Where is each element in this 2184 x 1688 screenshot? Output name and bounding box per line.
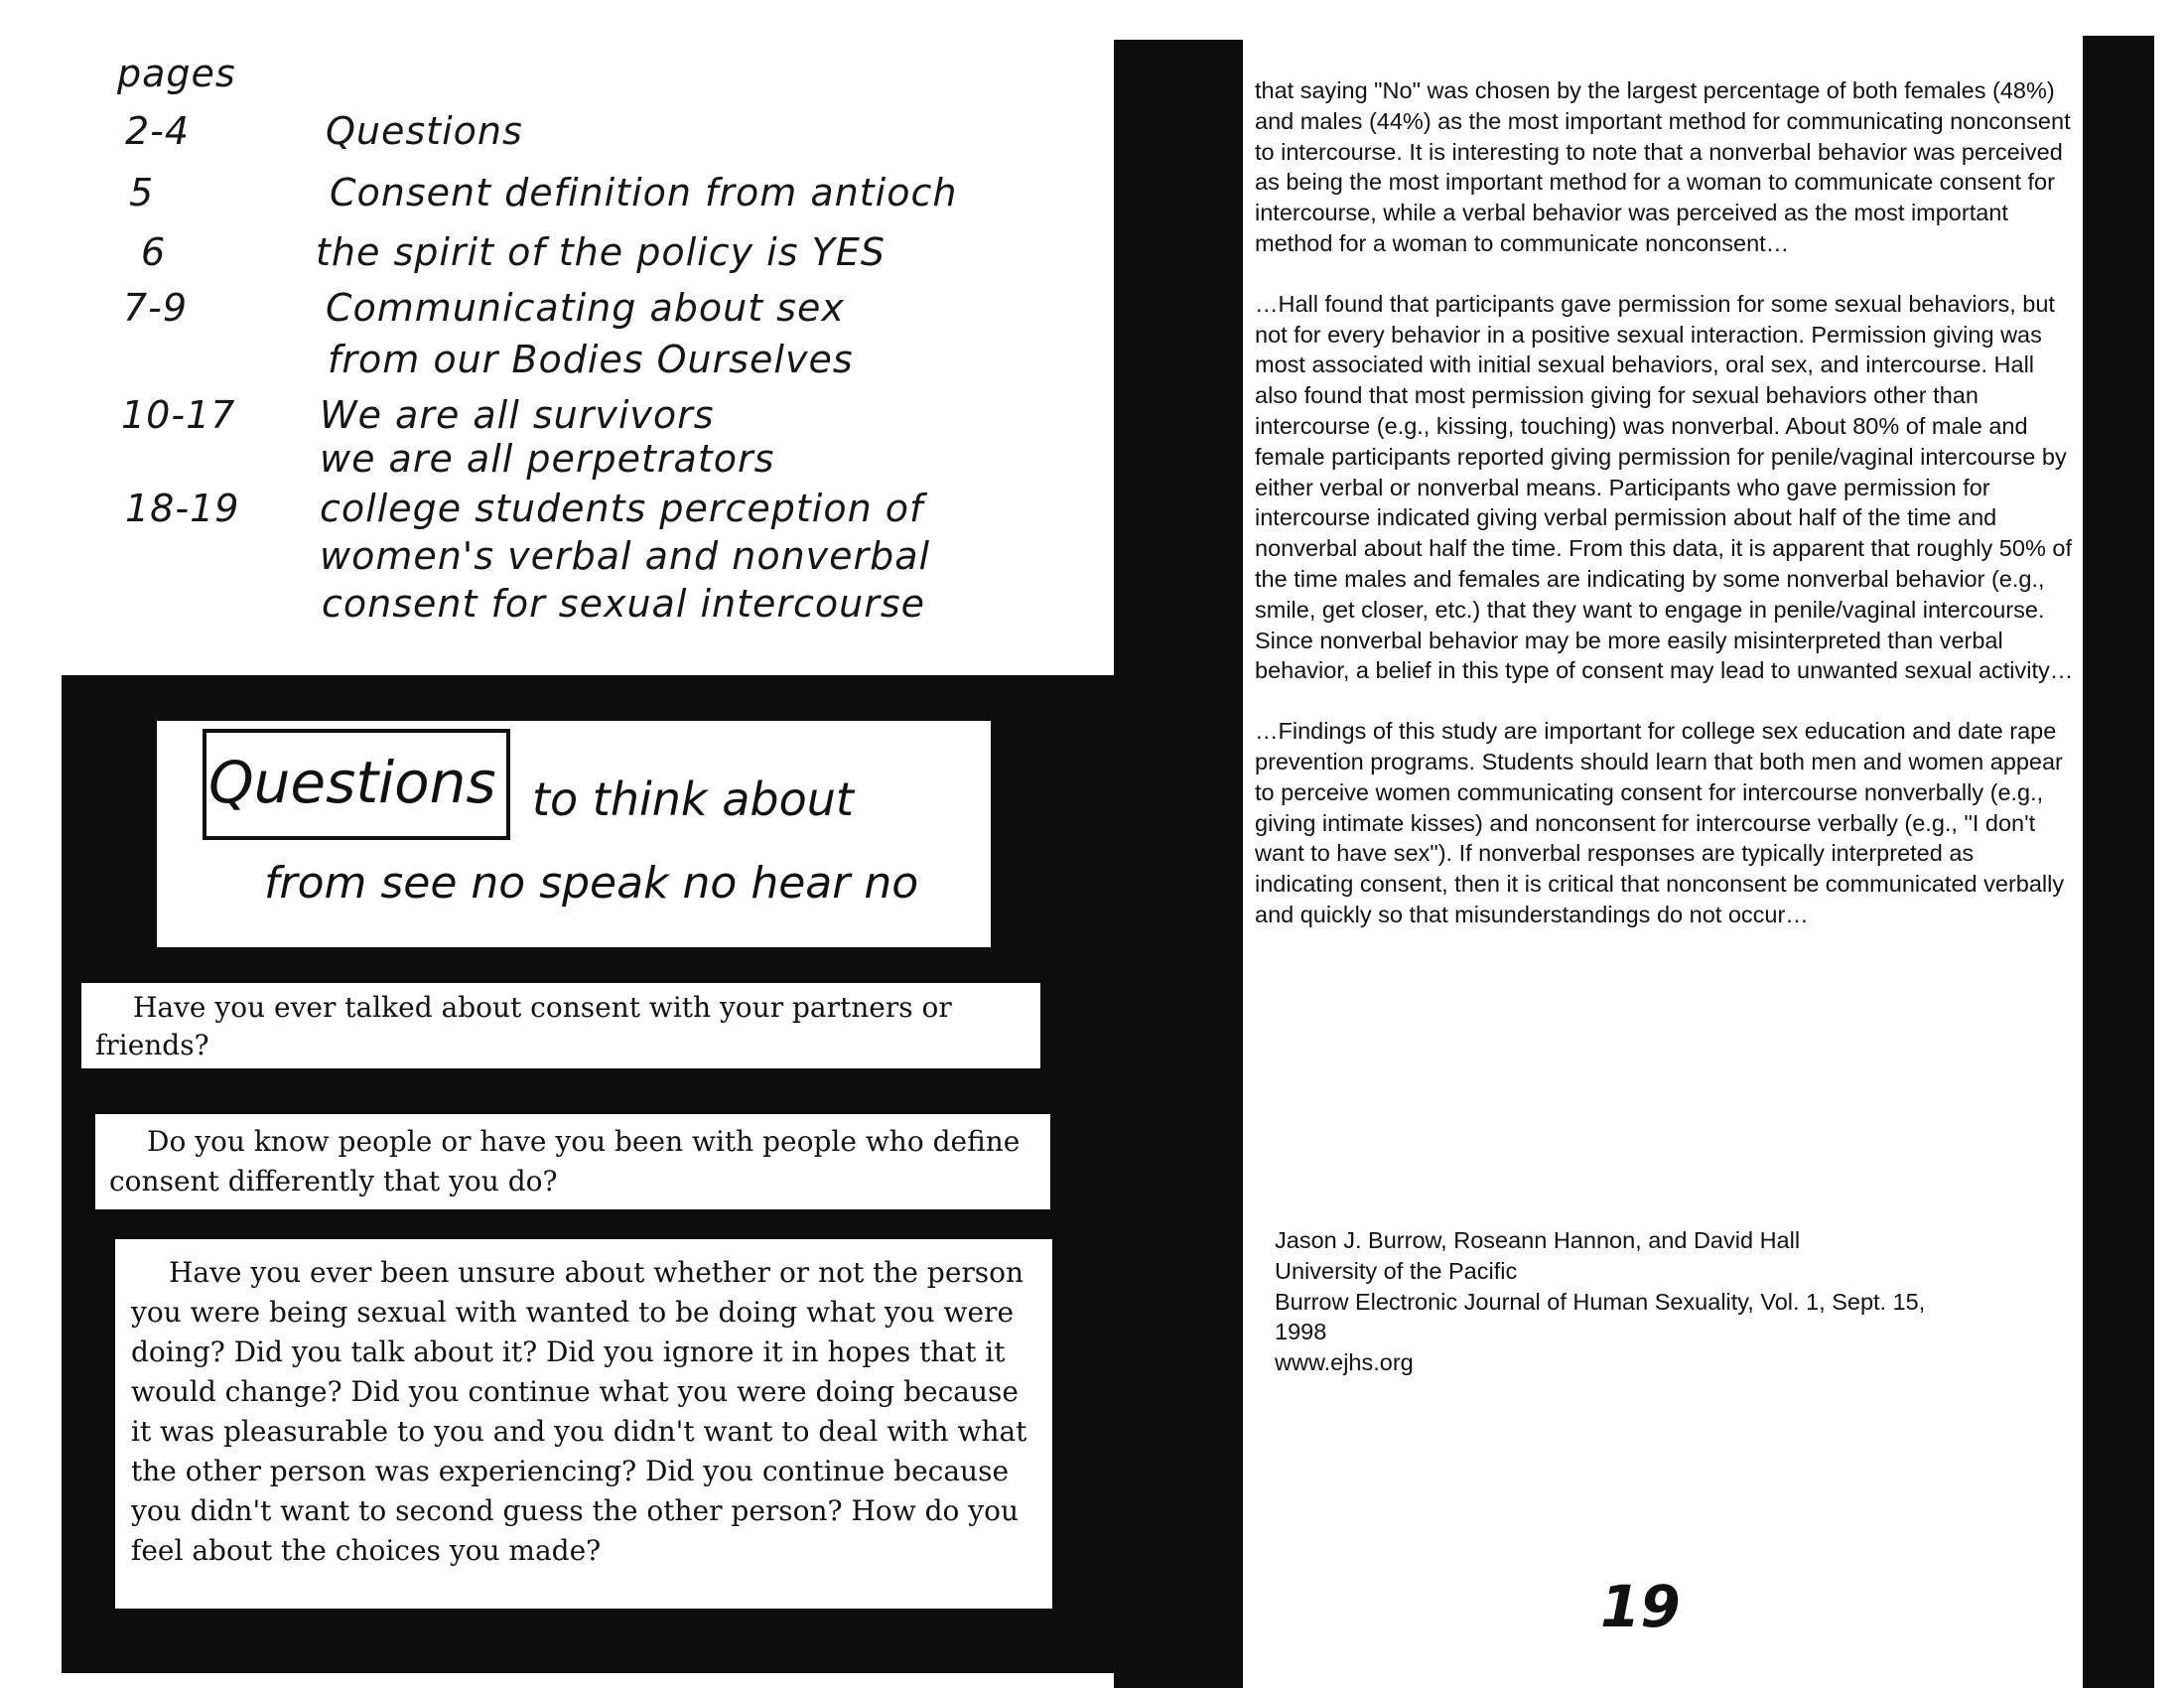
title-boxed-word: Questions <box>208 749 496 816</box>
question-text: Have you ever talked about consent with your partners or friends? <box>95 991 952 1061</box>
question-text: Have you ever been unsure about whether or not the person you were being sexual with wanted to be doing what you were doing? Did you talk about it? Did you ignore it in hopes that it would change? Did you continue what you were doing because it was pleasurable to you and you didn't want to deal with what the other person was experiencing? Did you continue because you didn't want to second guess the other person? How do you feel about the choices you made? <box>131 1256 1027 1567</box>
article-paragraph: …Hall found that participants gave permission for some sexual behaviors, but not for every behavior in a positive sexual interaction. Permission giving was most associated with initial sexual behaviors, oral sex, and intercourse. Hall also found that most permission giving for sexual behaviors other than intercourse (e.g., kissing, touching) was nonverbal. About 80% of male and female participants reported giving permission for penile/vaginal intercourse by either verbal or nonverbal means. Participants who gave permission for intercourse indicated giving verbal permission about half of the time and nonverbal about half the time. From this data, it is apparent that roughly 50% of the time males and females are indicating by some nonverbal behavior (e.g., smile, get closer, etc.) that they want to engage in penile/vaginal intercourse. Since nonverbal behavior may be more easily misinterpreted than verbal behavior, a belief in this type of consent may lead to unwanted sexual activity… <box>1255 290 2074 684</box>
toc-desc: Questions <box>326 109 523 153</box>
toc-desc: Communicating about sex <box>326 286 845 330</box>
toc-pages: 7-9 <box>123 286 189 330</box>
questions-title-card <box>157 721 991 947</box>
toc-desc: we are all perpetrators <box>320 437 775 481</box>
toc-desc: college students perception of <box>320 487 924 530</box>
question-text: Do you know people or have you been with people who define consent differently that you do? <box>109 1125 1021 1197</box>
article-body <box>1255 75 2077 960</box>
right-edge-dark-band <box>2083 36 2154 1688</box>
right-page <box>1243 60 2083 1688</box>
article-credits <box>1275 1225 2059 1378</box>
credit-journal: Burrow Electronic Journal of Human Sexuality, Vol. 1, Sept. 15, <box>1275 1288 1926 1315</box>
title-subtitle: from see no speak no hear no <box>264 858 919 909</box>
toc-desc: the spirit of the policy is YES <box>316 230 886 274</box>
toc-heading: pages <box>117 52 236 95</box>
article-paragraph: …Findings of this study are important for college sex education and date rape prevention programs. Students should learn that both men and women appear to perceive women communicating consent for intercourse nonverbally (e.g., giving intimate kisses) and nonconsent for intercourse verbally (e.g., "I don't want to have sex"). If nonverbal responses are typically interpreted as indicating consent, then it is critical that nonconsent be communicated verbally and quickly so that misunderstandings do not occur… <box>1255 718 2065 927</box>
credit-year: 1998 <box>1275 1319 1327 1345</box>
toc-desc: women's verbal and nonverbal <box>320 534 931 578</box>
credit-institution: University of the Pacific <box>1275 1257 1518 1284</box>
question-strip <box>115 1239 1052 1609</box>
toc-pages: 18-19 <box>125 487 240 530</box>
toc-desc: Consent definition from antioch <box>330 171 958 214</box>
credit-authors: Jason J. Burrow, Roseann Hannon, and David Hall <box>1275 1227 1801 1253</box>
toc-pages: 5 <box>129 171 155 214</box>
credit-website: www.ejhs.org <box>1275 1349 1414 1376</box>
article-paragraph: that saying "No" was chosen by the largest percentage of both females (48%) and males (44%) as the most important method for communicating nonconsent to intercourse. It is interesting to note that a nonverbal behavior was perceived as being the most important method for a woman to communicate consent for intercourse, while a verbal behavior was perceived as the most important method for a woman to communicate nonconsent… <box>1255 77 2071 256</box>
toc-desc: consent for sexual intercourse <box>322 582 926 626</box>
toc-pages: 2-4 <box>125 109 191 153</box>
toc-desc: We are all survivors <box>320 393 715 437</box>
question-strip <box>81 983 1040 1068</box>
toc-pages: 6 <box>141 230 167 274</box>
gutter-dark-band <box>1114 40 1243 1688</box>
toc-pages: 10-17 <box>121 393 236 437</box>
toc-desc: from our Bodies Ourselves <box>328 338 854 381</box>
question-strip <box>95 1114 1050 1209</box>
title-rest: to think about <box>532 773 854 826</box>
page-number: 19 <box>1600 1573 1681 1640</box>
